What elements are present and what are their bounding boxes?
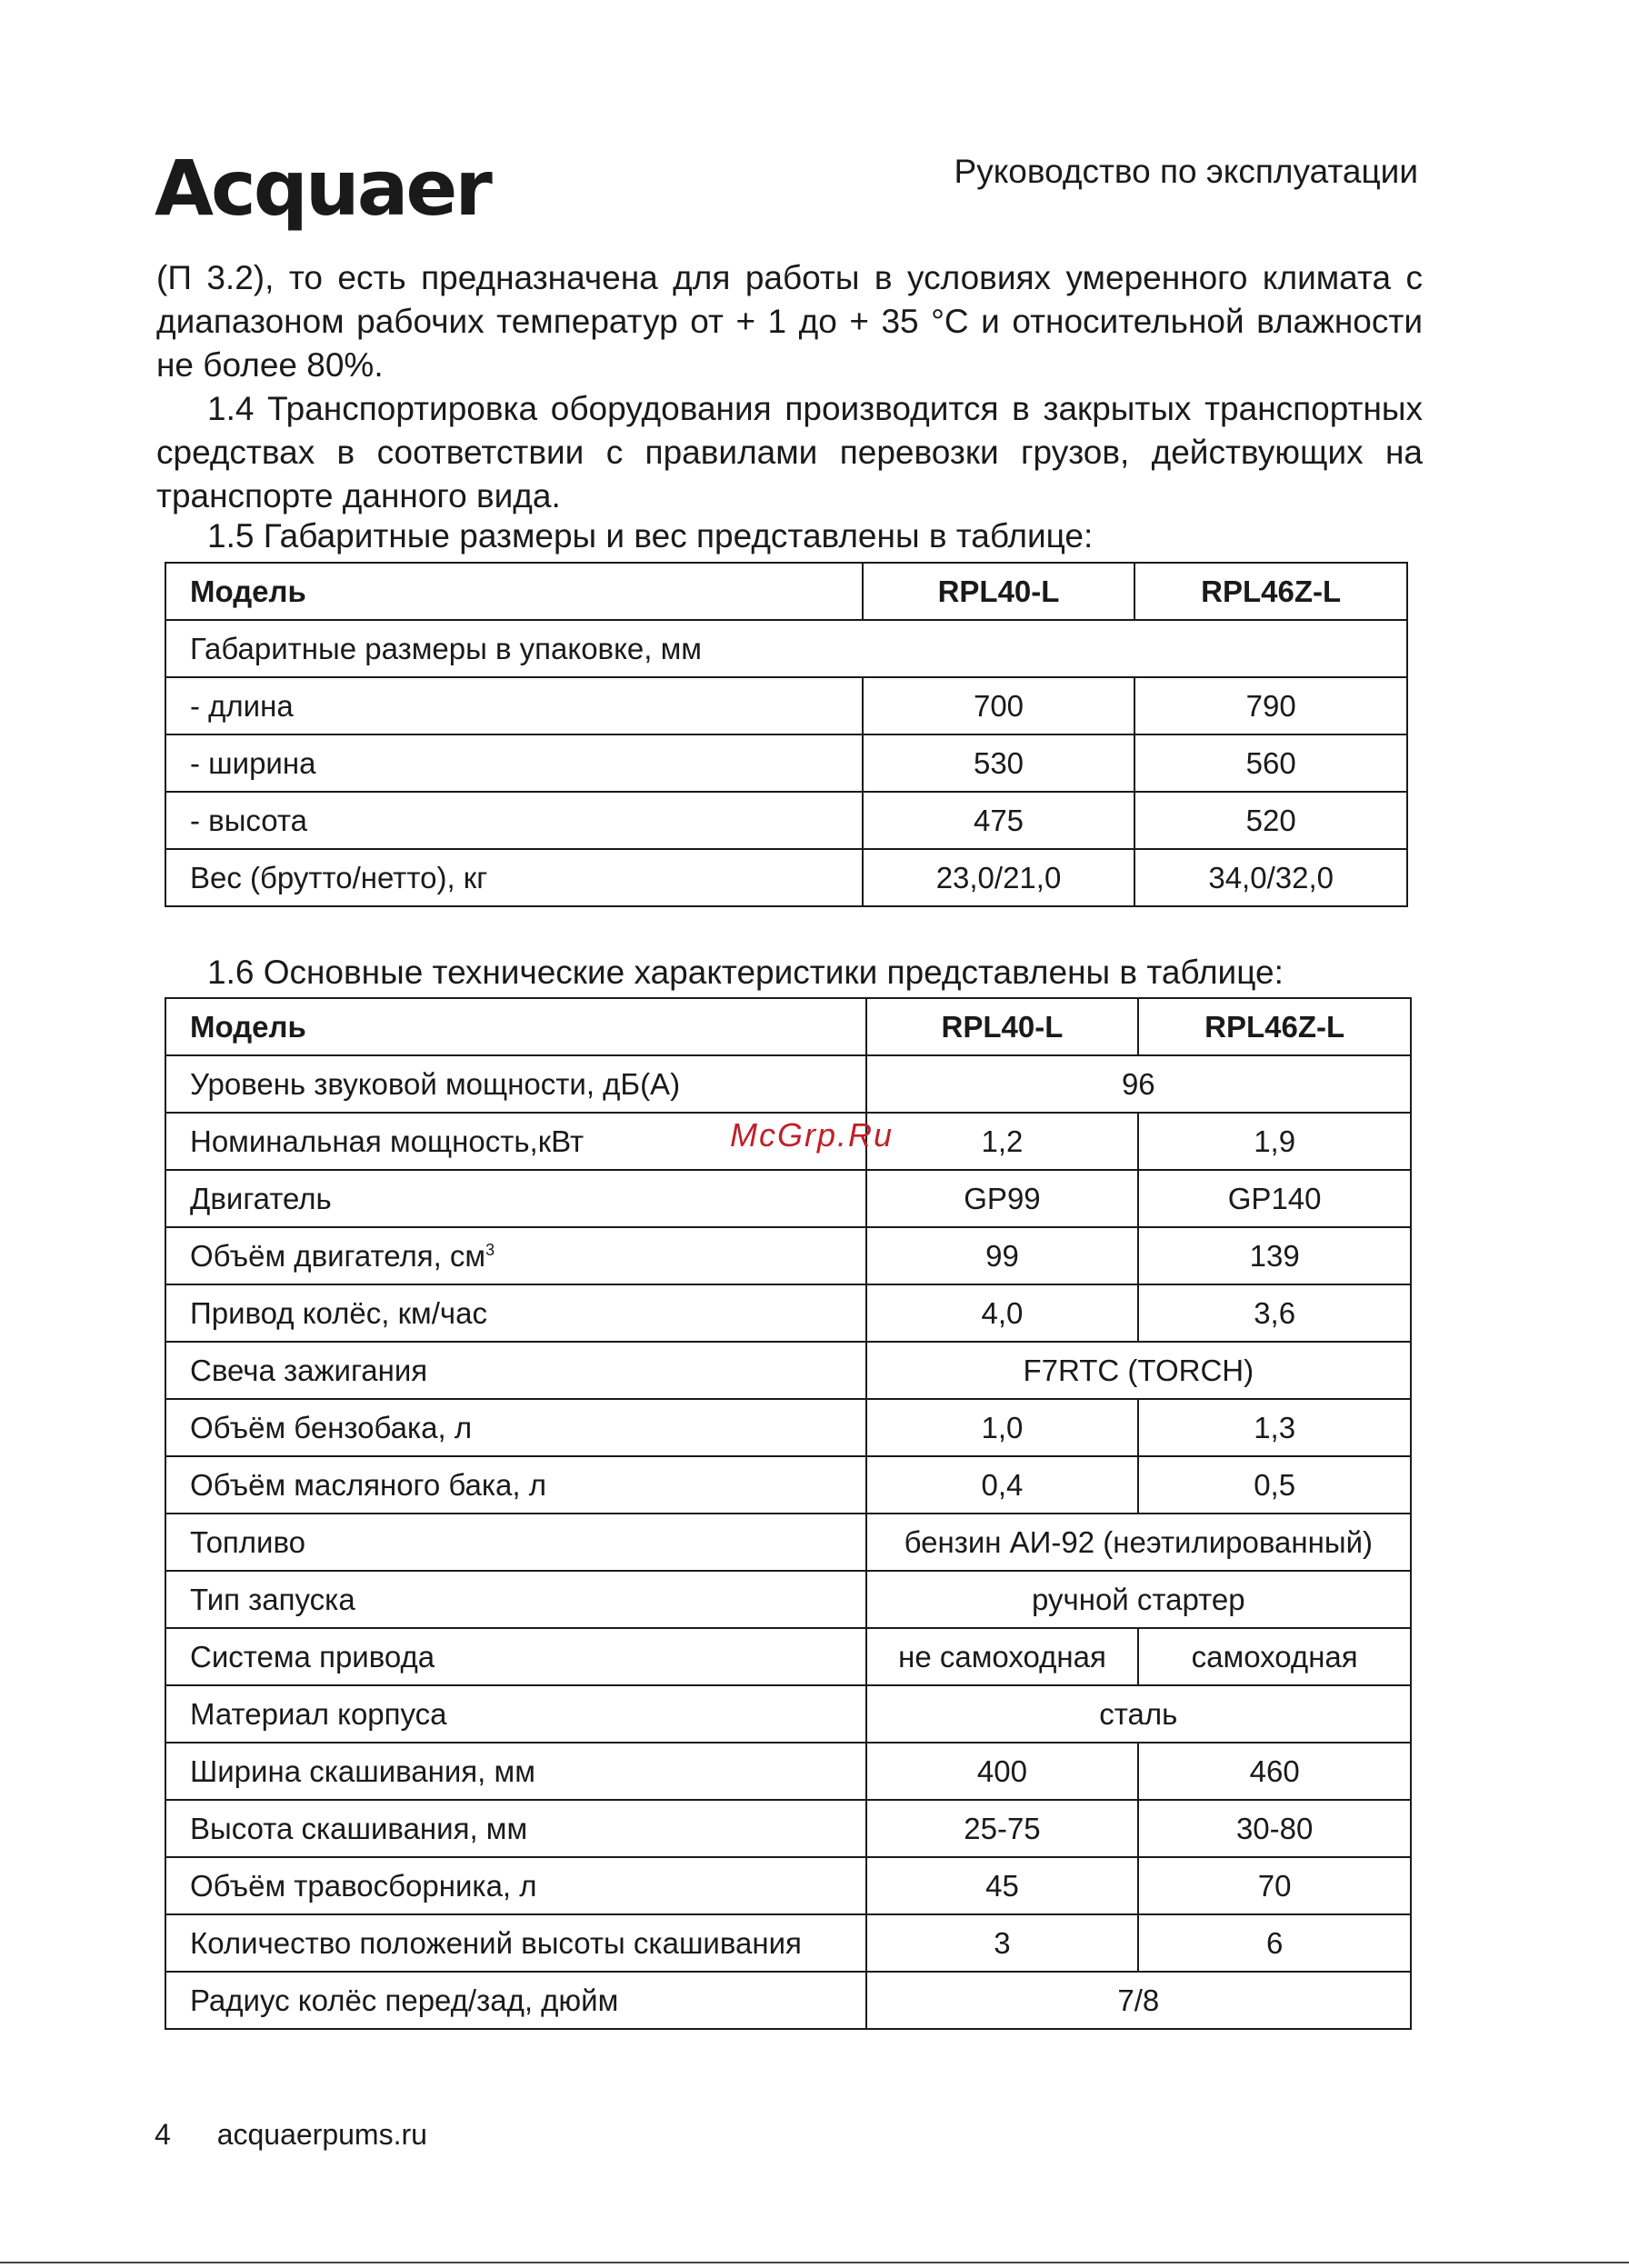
row-label-text: Материал корпуса: [190, 1696, 447, 1731]
header-model: Модель: [165, 998, 866, 1055]
table-row: [165, 1170, 1411, 1227]
value-rpl40: 4,0: [866, 1284, 1139, 1342]
value-rpl46z: самоходная: [1138, 1628, 1411, 1685]
value-rpl46z: 1,9: [1138, 1113, 1411, 1170]
value-both-models: сталь: [866, 1685, 1411, 1743]
value-both-models: ручной стартер: [866, 1571, 1411, 1628]
watermark: McGrp.Ru: [730, 1116, 894, 1154]
unit-superscript: 3: [485, 1240, 495, 1259]
value-rpl40: 1,2: [866, 1113, 1139, 1170]
row-label-text: Свеча зажигания: [190, 1353, 428, 1387]
value-rpl40: 45: [866, 1857, 1139, 1914]
row-label: [165, 1055, 866, 1113]
row-label: [165, 1685, 866, 1743]
table-row: [165, 1055, 1411, 1113]
value-rpl46z: 520: [1134, 792, 1407, 849]
value-rpl46z: 6: [1138, 1914, 1411, 1972]
value-rpl46z: 1,3: [1138, 1399, 1411, 1456]
row-label: [165, 1399, 866, 1456]
value-rpl40: 99: [866, 1227, 1139, 1284]
row-label-text: Ширина скашивания, мм: [190, 1753, 535, 1788]
row-label-text: Привод колёс, км/час: [190, 1295, 487, 1330]
value-rpl40: 700: [863, 677, 1135, 734]
value-rpl40: 23,0/21,0: [863, 849, 1135, 906]
table-row: [165, 849, 1407, 906]
table-row: [165, 1571, 1411, 1628]
value-both-models: бензин АИ-92 (неэтилированный): [866, 1514, 1411, 1571]
header-rpl46z: RPL46Z-L: [1138, 998, 1411, 1055]
row-label: [165, 1342, 866, 1399]
row-label-text: Радиус колёс перед/зад, дюйм: [190, 1983, 619, 2017]
table-row: [165, 1972, 1411, 2029]
value-rpl46z: 790: [1134, 677, 1407, 734]
value-rpl46z: 560: [1134, 734, 1407, 792]
caption-dimensions: 1.5 Габаритные размеры и вес представлены в таблице:: [207, 517, 1094, 555]
row-label-text: Объём масляного бака, л: [190, 1467, 546, 1502]
row-label-text: Двигатель: [190, 1181, 332, 1215]
caption-specs: 1.6 Основные технические характеристики представлены в таблице:: [207, 954, 1284, 991]
brand-logo: Acquaer: [155, 144, 490, 233]
page-footer: [155, 2118, 427, 2152]
document-title: Руководство по эксплуатации: [954, 153, 1418, 190]
row-label: Вес (брутто/нетто), кг: [165, 849, 863, 906]
row-label-text: Объём бензобака, л: [190, 1410, 473, 1444]
row-label: [165, 1857, 866, 1914]
value-rpl46z: 30-80: [1138, 1800, 1411, 1857]
row-label: [165, 1972, 866, 2029]
value-rpl46z: 34,0/32,0: [1134, 849, 1407, 906]
row-label: [165, 1571, 866, 1628]
row-label: [165, 1743, 866, 1800]
row-label-text: Объём травосборника, л: [190, 1868, 537, 1903]
header-rpl40: RPL40-L: [866, 998, 1139, 1055]
row-label-text: Объём двигателя, см: [190, 1238, 486, 1273]
dimensions-table: [165, 562, 1408, 907]
table-row: [165, 1514, 1411, 1571]
table-row: [165, 620, 1407, 677]
row-label: [165, 1170, 866, 1227]
table-row: [165, 1685, 1411, 1743]
table-header-row: [165, 998, 1411, 1055]
paragraph-climate: (П 3.2), то есть предназначена для работы в условиях умеренного климата с диапазоном рабочих температур от + 1 до + 35 °С и относительной влажности не более 80%.: [156, 259, 1423, 384]
header-rpl40: RPL40-L: [863, 563, 1135, 620]
row-label: [165, 1227, 866, 1284]
row-label: - длина: [165, 677, 863, 734]
section-label: Габаритные размеры в упаковке, мм: [165, 620, 1407, 677]
value-rpl40: 475: [863, 792, 1135, 849]
value-rpl40: 530: [863, 734, 1135, 792]
table-row: [165, 677, 1407, 734]
paragraph-transport: 1.4 Транспортировка оборудования производится в закрытых транспортных средствах в соответствии с правилами перевозки грузов, действующих на транспорте данного вида.: [156, 390, 1423, 515]
row-label-text: Система привода: [190, 1639, 435, 1674]
row-label: [165, 1628, 866, 1685]
value-both-models: F7RTC (TORCH): [866, 1342, 1411, 1399]
table-row: [165, 1800, 1411, 1857]
row-label-text: Количество положений высоты скашивания: [190, 1925, 802, 1960]
footer-site-link[interactable]: acquaerpums.ru: [216, 2118, 427, 2151]
bottom-divider: [0, 2262, 1629, 2263]
value-rpl46z: 70: [1138, 1857, 1411, 1914]
row-label: [165, 1456, 866, 1514]
value-rpl40: не самоходная: [866, 1628, 1139, 1685]
row-label-text: Уровень звуковой мощности, дБ(А): [190, 1066, 681, 1101]
row-label-text: Номинальная мощность,кВт: [190, 1124, 585, 1158]
value-both-models: 7/8: [866, 1972, 1411, 2029]
value-rpl40: 1,0: [866, 1399, 1139, 1456]
value-rpl40: 0,4: [866, 1456, 1139, 1514]
page-number: 4: [155, 2118, 171, 2151]
value-rpl46z: 460: [1138, 1743, 1411, 1800]
value-rpl46z: 3,6: [1138, 1284, 1411, 1342]
value-rpl40: GP99: [866, 1170, 1139, 1227]
value-rpl46z: 139: [1138, 1227, 1411, 1284]
table-row: [165, 1857, 1411, 1914]
row-label: [165, 1914, 866, 1972]
value-rpl46z: GP140: [1138, 1170, 1411, 1227]
table-row: [165, 1227, 1411, 1284]
table-row: [165, 1399, 1411, 1456]
header-rpl46z: RPL46Z-L: [1134, 563, 1407, 620]
table-row: [165, 792, 1407, 849]
row-label: - высота: [165, 792, 863, 849]
row-label-text: Тип запуска: [190, 1582, 355, 1616]
table-row: [165, 734, 1407, 792]
value-rpl46z: 0,5: [1138, 1456, 1411, 1514]
row-label-text: Высота скашивания, мм: [190, 1811, 528, 1845]
table-row: [165, 1284, 1411, 1342]
table-header-row: [165, 563, 1407, 620]
row-label: [165, 1800, 866, 1857]
row-label: [165, 1284, 866, 1342]
value-rpl40: 400: [866, 1743, 1139, 1800]
intro-text: [156, 256, 1423, 518]
value-rpl40: 25-75: [866, 1800, 1139, 1857]
value-both-models: 96: [866, 1055, 1411, 1113]
row-label: - ширина: [165, 734, 863, 792]
table-row: [165, 1743, 1411, 1800]
table-row: [165, 1456, 1411, 1514]
table-row: [165, 1342, 1411, 1399]
row-label-text: Топливо: [190, 1524, 306, 1559]
value-rpl40: 3: [866, 1914, 1139, 1972]
table-row: [165, 1628, 1411, 1685]
row-label: [165, 1514, 866, 1571]
table-row: [165, 1914, 1411, 1972]
header-model: Модель: [165, 563, 863, 620]
